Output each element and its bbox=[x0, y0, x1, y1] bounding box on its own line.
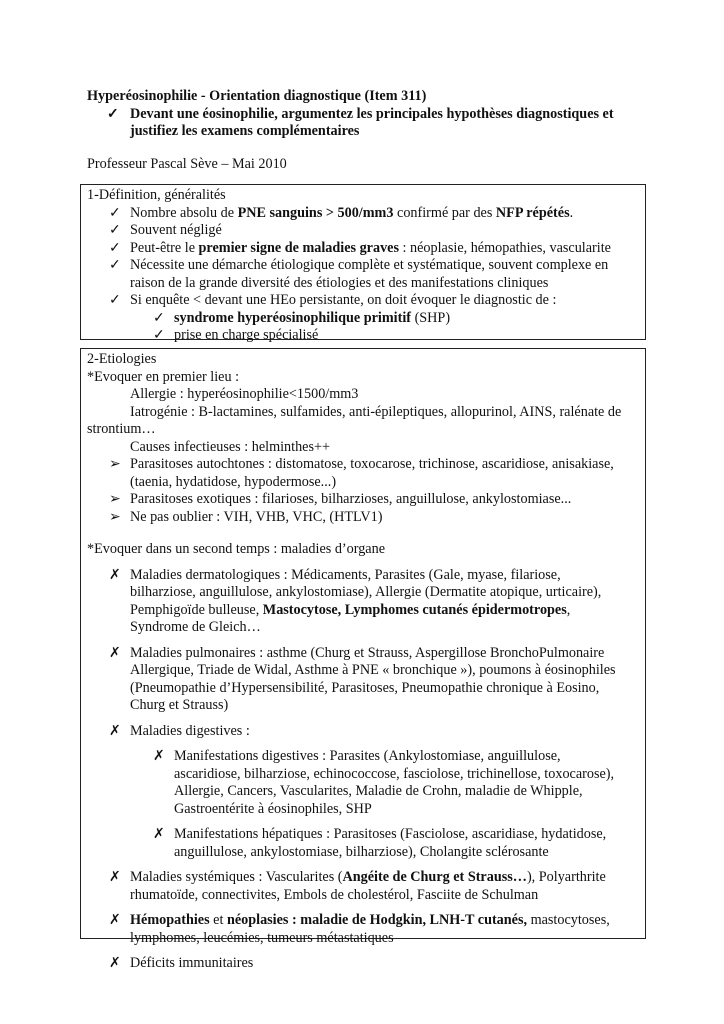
item-bold: Hémopathies bbox=[130, 912, 210, 928]
list-item bbox=[87, 257, 639, 292]
item-text: Maladies dermatologiques : Médicaments, Parasites (Gale, myase, filariose, bbox=[130, 566, 561, 583]
cross-item bbox=[87, 645, 639, 715]
cross-icon: ✗ bbox=[109, 644, 121, 661]
objective-line: Devant une éosinophilie, argumentez les principales hypothèses diagnostiques et bbox=[130, 105, 614, 122]
subsection-title: *Evoquer dans un second temps : maladies d’organe bbox=[87, 541, 385, 557]
item-bold: syndrome hyperéosinophilique primitif bbox=[174, 309, 412, 326]
item-text: (taenia, hydatidose, hypodermose...) bbox=[130, 473, 337, 490]
list-item bbox=[87, 240, 639, 258]
arrow-icon: ➢ bbox=[109, 456, 121, 472]
item-text: Souvent négligé bbox=[130, 222, 222, 238]
item-text: (SHP) bbox=[411, 309, 451, 326]
list-item bbox=[87, 292, 639, 310]
sub-cross-item bbox=[87, 826, 639, 861]
cross-icon: ✗ bbox=[109, 566, 121, 583]
sub-list-item bbox=[87, 310, 639, 328]
item-text: Gastroentérite à éosinophiles, SHP bbox=[174, 800, 372, 817]
item-text: confirmé par des bbox=[393, 204, 496, 221]
item-text: ), Polyarthrite bbox=[526, 869, 606, 885]
item-text: rhumatoïde, connectivites, Embols de cholestérol, Fasciite de Schulman bbox=[130, 886, 539, 903]
cross-item bbox=[87, 912, 639, 947]
line-text: strontium… bbox=[87, 421, 156, 437]
item-text: Nécessite une démarche étiologique complète et systématique, souvent complexe en bbox=[130, 257, 609, 273]
cross-item bbox=[87, 869, 639, 904]
item-text: Churg et Strauss) bbox=[130, 697, 229, 713]
arrow-item bbox=[87, 456, 639, 491]
item-text: Peut-être le bbox=[130, 239, 199, 256]
document-header bbox=[87, 88, 647, 173]
item-text: Parasitoses exotiques : filarioses, bilharzioses, anguillulose, ankylostomiase... bbox=[130, 491, 572, 507]
item-text: Maladies digestives : bbox=[130, 722, 250, 739]
arrow-item bbox=[87, 509, 639, 527]
item-text: Manifestations digestives : Parasites (Ankylostomiase, anguillulose, bbox=[174, 748, 561, 764]
item-text: : néoplasie, hémopathies, vascularite bbox=[399, 239, 611, 256]
sub-list-item bbox=[87, 327, 639, 345]
cross-icon: ✗ bbox=[109, 912, 121, 928]
list-item bbox=[87, 222, 639, 240]
item-text: ascaridiose, bilharziose, echinococcose, fasciolose, trichinellose, toxocarose), bbox=[174, 765, 615, 782]
cross-icon: ✗ bbox=[109, 955, 121, 971]
check-icon: ✓ bbox=[109, 222, 121, 238]
line-text: Causes infectieuses : helminthes++ bbox=[130, 438, 331, 455]
check-icon: ✓ bbox=[109, 204, 121, 221]
item-text: Parasitoses autochtones : distomatose, toxocarose, trichinose, ascaridiose, anisakiase, bbox=[130, 456, 614, 472]
item-text: Si enquête < devant une HEo persistante, on doit évoquer le diagnostic de : bbox=[130, 292, 557, 308]
check-icon: ✓ bbox=[109, 292, 121, 308]
item-text: Maladies systémiques : Vascularites ( bbox=[130, 869, 343, 885]
item-bold: Mastocytose, Lymphomes cutanés épidermotropes bbox=[262, 601, 567, 618]
cross-item bbox=[87, 723, 639, 741]
line-text: Iatrogénie : B-lactamines, sulfamides, anti-épileptiques, allopurinol, AINS, ralénate de bbox=[130, 403, 622, 420]
item-text: mastocytoses, bbox=[527, 912, 610, 928]
objective-line: justifiez les examens complémentaires bbox=[130, 123, 360, 139]
section-heading: 2-Etiologies bbox=[87, 351, 157, 367]
objective-item bbox=[87, 106, 647, 141]
check-icon: ✓ bbox=[109, 239, 121, 256]
cross-item bbox=[87, 567, 639, 637]
item-text: Allergie, Cancers, Vascularites, Maladie de Crohn, maladie de Whipple, bbox=[174, 783, 583, 799]
cross-item bbox=[87, 955, 639, 973]
arrow-icon: ➢ bbox=[109, 508, 121, 525]
item-text: raison de la grande diversité des étiologies et des manifestations cliniques bbox=[130, 274, 549, 291]
arrow-icon: ➢ bbox=[109, 491, 121, 507]
item-text: anguillulose, ankylostomiase, bilharziose), Cholangite sclérosante bbox=[174, 843, 549, 860]
check-icon: ✓ bbox=[153, 327, 165, 343]
item-bold: PNE sanguins > 500/mm3 bbox=[237, 204, 394, 221]
item-text: Pemphigoïde bulleuse, bbox=[130, 601, 263, 618]
item-bold: NFP répétés bbox=[495, 204, 570, 221]
section-heading: 1-Définition, généralités bbox=[87, 187, 226, 203]
item-bold: Angéite de Churg et Strauss… bbox=[342, 869, 527, 885]
cross-icon: ✗ bbox=[153, 748, 165, 764]
subsection-title: *Evoquer en premier lieu : bbox=[87, 368, 240, 385]
line-text: Allergie : hyperéosinophilie<1500/mm3 bbox=[130, 386, 359, 402]
item-text: (Pneumopathie d’Hypersensibilité, Parasitoses, Pneumopathie chronique à Eosino, bbox=[130, 679, 600, 696]
item-text: et bbox=[209, 912, 227, 928]
item-text: Manifestations hépatiques : Parasitoses (Fasciolose, ascaridiase, hydatidose, bbox=[174, 826, 607, 842]
item-text: prise en charge spécialisé bbox=[174, 327, 319, 343]
item-text: bilharziose, anguillulose, ankylostomiase), Allergie (Dermatite atopique, urticaire), bbox=[130, 584, 602, 600]
item-text: . bbox=[569, 204, 574, 221]
item-text: Nombre absolu de bbox=[130, 204, 238, 221]
sub-cross-item bbox=[87, 748, 639, 818]
item-text: Maladies pulmonaires : asthme (Churg et Strauss, Aspergillose BronchoPulmonaire bbox=[130, 644, 605, 661]
document-title: Hyperéosinophilie - Orientation diagnostique (Item 311) bbox=[87, 88, 427, 104]
definition-box bbox=[80, 184, 646, 343]
item-bold: premier signe de maladies graves bbox=[198, 239, 399, 256]
item-text: Déficits immunitaires bbox=[130, 955, 254, 971]
arrow-item bbox=[87, 491, 639, 509]
check-icon: ✓ bbox=[109, 257, 121, 273]
item-text: Allergique, Triade de Widal, Asthme à PNE « bronchique »), poumons à éosinophiles bbox=[130, 662, 616, 678]
item-text: Syndrome de Gleich… bbox=[130, 619, 261, 635]
item-text: , bbox=[566, 601, 571, 618]
etiologies-box bbox=[80, 348, 646, 971]
item-text: lymphomes, leucémies, tumeurs métastatiques bbox=[130, 929, 394, 946]
list-item bbox=[87, 205, 639, 223]
check-icon: ✓ bbox=[107, 105, 119, 122]
item-bold: néoplasies : maladie de Hodgkin, LNH-T cutanés, bbox=[226, 912, 528, 928]
check-icon: ✓ bbox=[153, 309, 165, 326]
cross-icon: ✗ bbox=[109, 869, 121, 885]
cross-icon: ✗ bbox=[153, 826, 165, 842]
item-text: Ne pas oublier : VIH, VHB, VHC, (HTLV1) bbox=[130, 508, 383, 525]
author-line: Professeur Pascal Sève – Mai 2010 bbox=[87, 155, 287, 172]
cross-icon: ✗ bbox=[109, 722, 121, 739]
